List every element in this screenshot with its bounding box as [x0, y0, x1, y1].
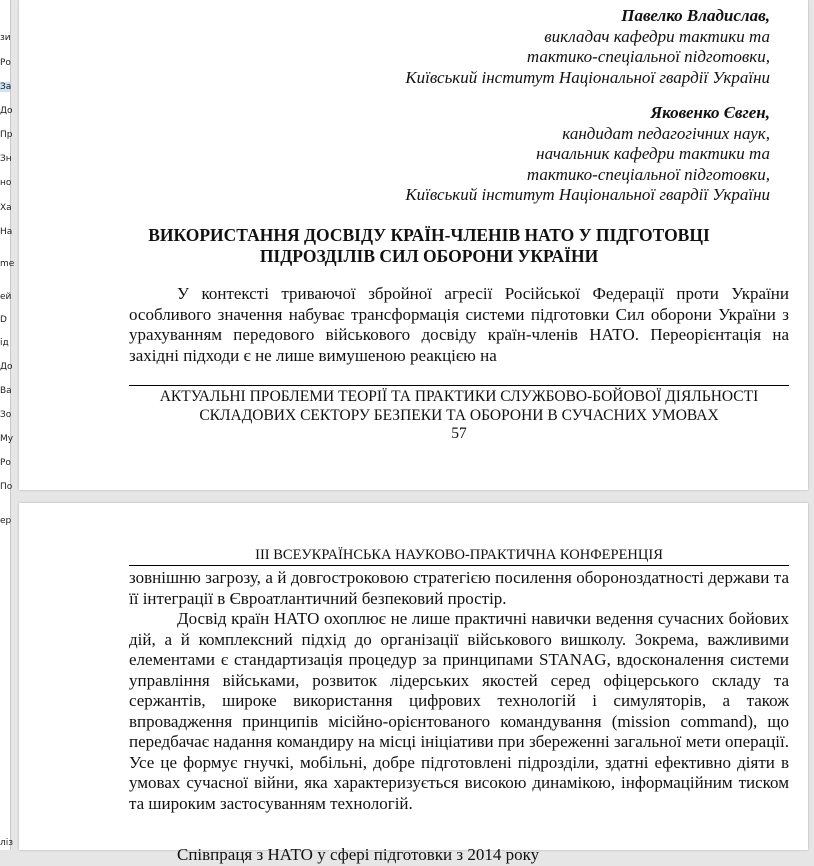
author-name: Яковенко Євген,	[650, 103, 770, 122]
nav-item[interactable]: ер	[0, 516, 12, 526]
body-paragraph: У контексті триваючої збройної агресії Російської Федерації проти України особливого значення набуває трансформація системи підготовки Сил оборони України з урахуванням передового військового досвіду країн-членів НАТО. Переорієнтація на західні підходи є не лише вимушеною реакцією на	[129, 284, 789, 365]
nav-item[interactable]: ід	[0, 338, 9, 348]
nav-item[interactable]: но	[0, 178, 12, 188]
document-page-58	[19, 503, 808, 864]
author-line: Київський інститут Національної гвардії України	[405, 185, 770, 204]
author-line: кандидат педагогічних наук,	[562, 123, 770, 143]
page-header: ІІІ ВСЕУКРАЇНСЬКА НАУКОВО-ПРАКТИЧНА КОНФЕРЕНЦІЯ	[255, 547, 663, 563]
nav-item[interactable]: Му	[0, 434, 14, 444]
author-name: Павелко Владислав,	[621, 6, 770, 25]
page-number: 57	[451, 425, 467, 442]
nav-item[interactable]: ей	[0, 292, 12, 302]
nav-item[interactable]: Пр	[0, 130, 13, 140]
body-paragraph: Досвід країн НАТО охоплює не лише практичні навички ведення сучасних бойових дій, а й комплексний підхід до організації військового вишколу. Зокрема, важливими елементами є стандартизація процедур за принципами STANAG, вдосконалення системи управління військами, розвиток лідерських якостей серед офіцерського складу та сержантів, широке використання цифрових технологій і симуляторів, а також впровадження принципів місійно-орієнтованого командування (mission command), що передбачає надання командиру на місці ініціативи при збереженні загальної мети операції. Усе це формує гнучкі, мобільні, добре підготовлені підрозділи, здатні ефективно діяти в умовах сучасної війни, яка характеризується високою динамікою, інформаційним тиском та широким застосуванням технологій.	[129, 609, 789, 813]
body-paragraph-continuation: зовнішню загрозу, а й довгостроковою стратегією посилення обороноздатності держави та її інтеграції в Євроатлантичний безпековий простір.	[129, 568, 789, 608]
author-block-pavelko	[405, 6, 770, 88]
nav-item[interactable]: Зо	[0, 410, 12, 420]
nav-item[interactable]: D	[0, 315, 7, 325]
author-line: тактико-спеціальної підготовки,	[526, 47, 770, 66]
author-line: Київський інститут Національної гвардії України	[405, 67, 770, 87]
nav-item[interactable]: До	[0, 106, 13, 116]
nav-item[interactable]: Зн	[0, 154, 12, 164]
header-divider	[129, 565, 789, 566]
nav-item[interactable]: Ва	[0, 386, 12, 396]
navigation-pane[interactable]	[0, 0, 15, 850]
nav-item[interactable]: Ха	[0, 203, 12, 213]
nav-item-active[interactable]: За	[0, 82, 12, 92]
nav-item[interactable]: На	[0, 227, 13, 237]
body-paragraph-cut: Співпраця з НАТО у сфері підготовки з 2014 року	[177, 845, 540, 864]
page-footer: АКТУАЛЬНІ ПРОБЛЕМИ ТЕОРІЇ ТА ПРАКТИКИ СЛУЖБОВО-БОЙОВОЇ ДІЯЛЬНОСТІ СКЛАДОВИХ СЕКТОРУ БЕЗПЕКИ ТА ОБОРОНИ В СУЧАСНИХ УМОВАХ	[159, 388, 759, 424]
nav-item[interactable]: По	[0, 482, 13, 492]
nav-item[interactable]: me	[0, 259, 15, 269]
author-block-yakovenko	[405, 103, 770, 206]
nav-item[interactable]: Ро	[0, 58, 11, 68]
footer-divider	[129, 385, 789, 386]
nav-item[interactable]: Ро	[0, 458, 11, 468]
author-line: викладач кафедри тактики та	[544, 26, 770, 46]
author-line: тактико-спеціальної підготовки,	[526, 164, 770, 184]
author-line: начальник кафедри тактики та	[536, 144, 770, 163]
nav-item[interactable]: зи	[0, 33, 11, 43]
nav-item[interactable]: ліз	[0, 838, 14, 848]
document-page-57	[19, 0, 808, 490]
nav-item[interactable]: До	[0, 362, 13, 372]
article-title: ВИКОРИСТАННЯ ДОСВІДУ КРАЇН-ЧЛЕНІВ НАТО У ПІДГОТОВЦІ ПІДРОЗДІЛІВ СИЛ ОБОРОНИ УКРАЇНИ	[148, 225, 710, 266]
